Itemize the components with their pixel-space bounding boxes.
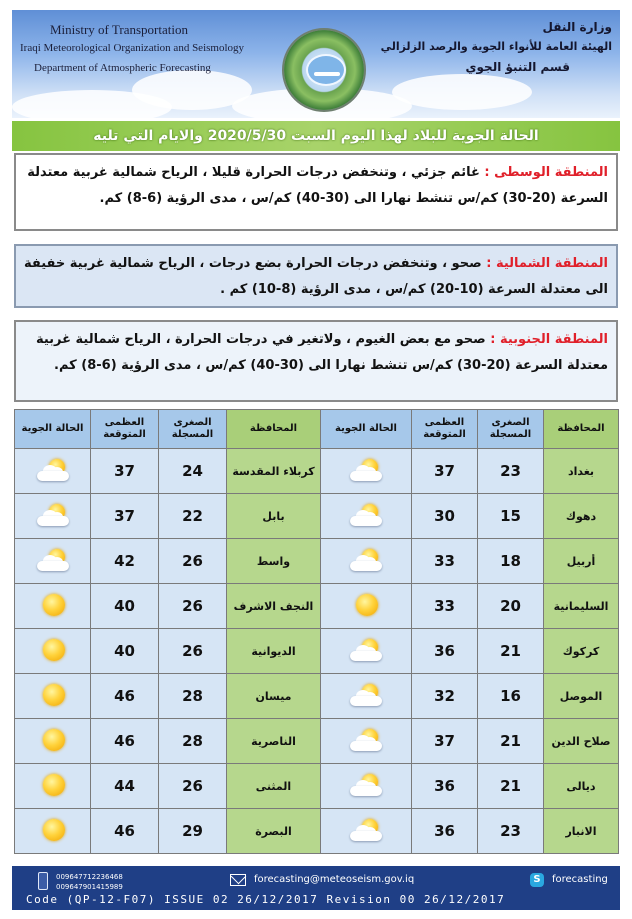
max-temp-cell: 42 [91, 539, 159, 584]
table-row [15, 449, 619, 494]
max-temp-cell: 37 [412, 449, 478, 494]
col-header-max: العظمى المتوقعة [91, 410, 159, 449]
department-name-ar: قسم التنبؤ الجوي [465, 60, 570, 74]
organization-name-en: Iraqi Meteorological Organization and Seismology [20, 42, 245, 54]
phone-icon [38, 872, 48, 890]
governorate-cell: الانبار [544, 809, 619, 854]
governorate-cell: ميسان [227, 674, 321, 719]
condition-cell [321, 809, 412, 854]
min-temp-cell: 21 [478, 629, 544, 674]
governorate-cell: الديوانية [227, 629, 321, 674]
governorate-cell: بابل [227, 494, 321, 539]
region-central [14, 153, 618, 231]
min-temp-cell: 20 [478, 584, 544, 629]
table-row [15, 719, 619, 764]
min-temp-cell: 26 [159, 584, 227, 629]
max-temp-cell: 32 [412, 674, 478, 719]
region-south-name: المنطقة الجنوبية : [490, 332, 608, 347]
region-north-name: المنطقة الشمالية : [486, 256, 608, 271]
min-temp-cell: 23 [478, 449, 544, 494]
col-header-min: الصغرى المسجلة [159, 410, 227, 449]
partly-cloudy-icon [346, 457, 386, 485]
table-row [15, 764, 619, 809]
organization-name-ar: الهيئة العامة للأنواء الجوية والرصد الزلزالي [380, 40, 612, 53]
document-code: Code (QP-12-F07) ISSUE 02 26/12/2017 Revision 00 26/12/2017 [26, 893, 506, 906]
governorate-cell: واسط [227, 539, 321, 584]
ministry-name-en: Ministry of Transportation [50, 22, 188, 37]
min-temp-cell: 29 [159, 809, 227, 854]
max-temp-cell: 36 [412, 764, 478, 809]
condition-cell [321, 674, 412, 719]
min-temp-cell: 15 [478, 494, 544, 539]
max-temp-cell: 33 [412, 584, 478, 629]
partly-cloudy-icon [346, 502, 386, 530]
max-temp-cell: 40 [91, 584, 159, 629]
sunny-icon [33, 727, 73, 755]
min-temp-cell: 28 [159, 674, 227, 719]
min-temp-cell: 28 [159, 719, 227, 764]
max-temp-cell: 36 [412, 809, 478, 854]
max-temp-cell: 33 [412, 539, 478, 584]
partly-cloudy-icon [33, 547, 73, 575]
governorate-cell: البصرة [227, 809, 321, 854]
condition-cell [15, 719, 91, 764]
condition-cell [321, 764, 412, 809]
col-header-condition: الحالة الجوية [321, 410, 412, 449]
min-temp-cell: 26 [159, 539, 227, 584]
condition-cell [321, 494, 412, 539]
partly-cloudy-icon [346, 817, 386, 845]
min-temp-cell: 16 [478, 674, 544, 719]
governorate-cell: دهوك [544, 494, 619, 539]
footer-phones [56, 872, 123, 892]
forecast-table [14, 409, 618, 854]
region-north-text: صحو ، وتنخفض درجات الحرارة بضع درجات ، الرياح شمالية غربية خفيفة الى معتدلة السرعة (10-20) كم/س ، مدى الرؤية (8-10) كم . [24, 256, 608, 297]
condition-cell [321, 539, 412, 584]
table-row [15, 809, 619, 854]
sunny-icon [33, 637, 73, 665]
region-central-name: المنطقة الوسطى : [484, 165, 608, 180]
condition-cell [15, 809, 91, 854]
max-temp-cell: 44 [91, 764, 159, 809]
condition-cell [15, 629, 91, 674]
governorate-cell: بغداد [544, 449, 619, 494]
partly-cloudy-icon [346, 772, 386, 800]
forecast-title: الحالة الجوية للبلاد لهذا اليوم السبت 2020/5/30 والايام التي تليه [12, 121, 620, 151]
max-temp-cell: 46 [91, 809, 159, 854]
header-cloud [392, 74, 532, 110]
min-temp-cell: 26 [159, 764, 227, 809]
col-header-min: الصغرى المسجلة [478, 410, 544, 449]
condition-cell [15, 539, 91, 584]
governorate-cell: السليمانية [544, 584, 619, 629]
condition-cell [15, 764, 91, 809]
skype-icon: S [530, 873, 544, 887]
max-temp-cell: 40 [91, 629, 159, 674]
governorate-cell: كركوك [544, 629, 619, 674]
max-temp-cell: 37 [91, 449, 159, 494]
governorate-cell: كربلاء المقدسة [227, 449, 321, 494]
governorate-cell: المثنى [227, 764, 321, 809]
max-temp-cell: 46 [91, 674, 159, 719]
condition-cell [321, 584, 412, 629]
region-south [14, 320, 618, 402]
condition-cell [15, 674, 91, 719]
col-header-condition: الحالة الجوية [15, 410, 91, 449]
max-temp-cell: 36 [412, 629, 478, 674]
footer-email[interactable]: forecasting@meteoseism.gov.iq [254, 874, 415, 885]
governorate-cell: ديالى [544, 764, 619, 809]
page-footer [12, 866, 620, 910]
footer-phone: 009647712236468 [56, 873, 123, 881]
col-header-governorate: المحافظة [227, 410, 321, 449]
region-central-text: غائم جزئي ، وتنخفض درجات الحرارة قليلا ، الرياح شمالية غربية معتدلة السرعة (20-30) كم/س تنشط نهارا الى (30-40) كم/س ، مدى الرؤية (6-8) كم. [27, 165, 608, 206]
partly-cloudy-icon [346, 637, 386, 665]
footer-skype[interactable]: forecasting [552, 874, 608, 885]
condition-cell [321, 449, 412, 494]
table-row [15, 494, 619, 539]
organization-logo [282, 28, 366, 112]
governorate-cell: أربيل [544, 539, 619, 584]
max-temp-cell: 46 [91, 719, 159, 764]
footer-phone: 009647901415989 [56, 883, 123, 891]
min-temp-cell: 23 [478, 809, 544, 854]
sunny-icon [346, 592, 386, 620]
max-temp-cell: 37 [91, 494, 159, 539]
partly-cloudy-icon [346, 682, 386, 710]
condition-cell [15, 449, 91, 494]
page-header [12, 10, 620, 118]
governorate-cell: الموصل [544, 674, 619, 719]
min-temp-cell: 26 [159, 629, 227, 674]
min-temp-cell: 21 [478, 719, 544, 764]
condition-cell [321, 629, 412, 674]
min-temp-cell: 18 [478, 539, 544, 584]
table-row [15, 539, 619, 584]
col-header-max: العظمى المتوقعة [412, 410, 478, 449]
min-temp-cell: 24 [159, 449, 227, 494]
logo-cloud-icon [306, 54, 346, 86]
table-row [15, 629, 619, 674]
governorate-cell: النجف الاشرف [227, 584, 321, 629]
partly-cloudy-icon [33, 502, 73, 530]
table-header-row [15, 410, 619, 449]
department-name-en: Department of Atmospheric Forecasting [34, 62, 211, 74]
table-row [15, 584, 619, 629]
governorate-cell: الناصرية [227, 719, 321, 764]
sunny-icon [33, 817, 73, 845]
min-temp-cell: 21 [478, 764, 544, 809]
col-header-governorate: المحافظة [544, 410, 619, 449]
partly-cloudy-icon [33, 457, 73, 485]
sunny-icon [33, 592, 73, 620]
region-north [14, 244, 618, 308]
sunny-icon [33, 772, 73, 800]
partly-cloudy-icon [346, 547, 386, 575]
condition-cell [321, 719, 412, 764]
condition-cell [15, 494, 91, 539]
max-temp-cell: 30 [412, 494, 478, 539]
condition-cell [15, 584, 91, 629]
governorate-cell: صلاح الدين [544, 719, 619, 764]
header-cloud [12, 90, 172, 118]
mail-icon [230, 874, 246, 886]
max-temp-cell: 37 [412, 719, 478, 764]
partly-cloudy-icon [346, 727, 386, 755]
ministry-name-ar: وزارة النقل [542, 20, 612, 34]
min-temp-cell: 22 [159, 494, 227, 539]
sunny-icon [33, 682, 73, 710]
table-row [15, 674, 619, 719]
region-south-text: صحو مع بعض الغيوم ، ولاتغير في درجات الحرارة ، الرياح شمالية غربية معتدلة السرعة (20-30) كم/س تنشط نهارا الى (30-40) كم/س ، مدى الرؤية (6-8) كم. [35, 332, 608, 373]
